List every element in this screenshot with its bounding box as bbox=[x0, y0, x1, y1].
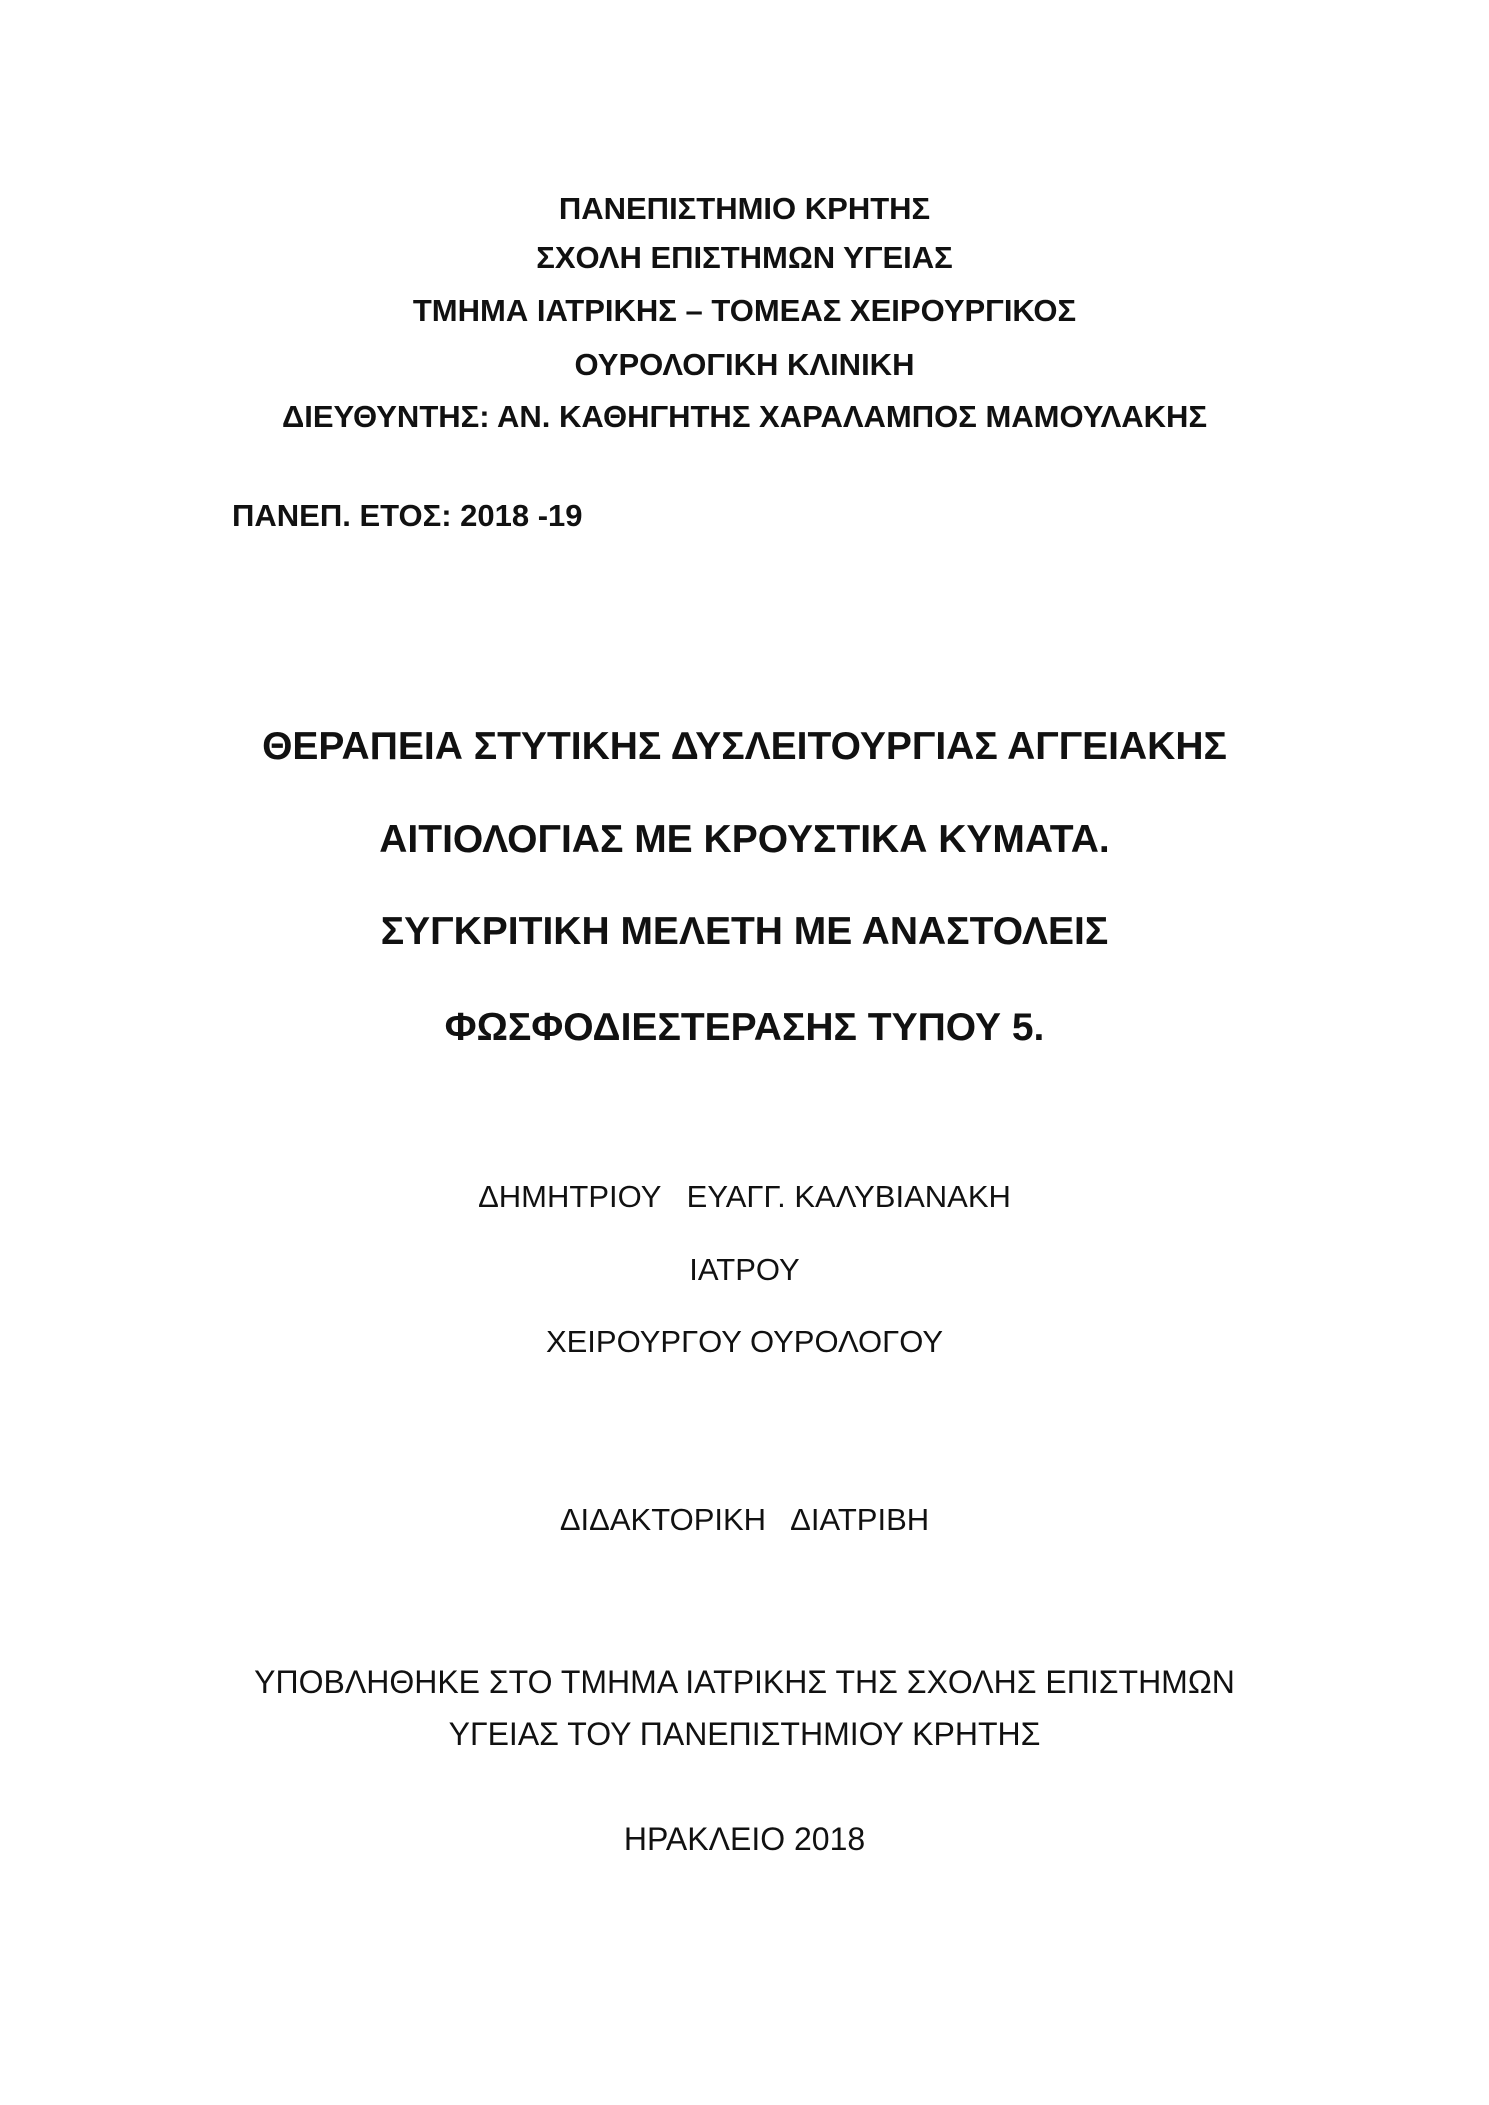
school-name: ΣΧΟΛΗ ΕΠΙΣΤΗΜΩΝ ΥΓΕΙΑΣ bbox=[536, 240, 953, 275]
thesis-title-line-4: ΦΩΣΦΟΔΙΕΣΤΕΡΑΣΗΣ ΤΥΠΟΥ 5. bbox=[444, 1006, 1045, 1049]
place-and-date: ΗΡΑΚΛΕΙΟ 2018 bbox=[623, 1821, 866, 1857]
author-name: ΔΗΜΗΤΡΙΟΥ ΕΥΑΓΓ. ΚΑΛΥΒΙΑΝΑΚΗ bbox=[478, 1179, 1011, 1214]
clinic-name: ΟΥΡΟΛΟΓΙΚΗ ΚΛΙΝΙΚΗ bbox=[574, 347, 915, 382]
document-type: ΔΙΔΑΚΤΟΡΙΚΗ ΔΙΑΤΡΙΒΗ bbox=[559, 1502, 930, 1537]
university-name: ΠΑΝΕΠΙΣΤΗΜΙΟ ΚΡΗΤΗΣ bbox=[558, 191, 931, 226]
author-specialty: ΧΕΙΡΟΥΡΓΟΥ ΟΥΡΟΛΟΓΟΥ bbox=[545, 1324, 944, 1359]
academic-year: ΠΑΝΕΠ. ΕΤΟΣ: 2018 -19 bbox=[232, 498, 583, 533]
department-name: ΤΜΗΜΑ ΙΑΤΡΙΚΗΣ – ΤΟΜΕΑΣ ΧΕΙΡΟΥΡΓΙΚΟΣ bbox=[412, 293, 1077, 328]
submission-line-1: ΥΠΟΒΛΗΘΗΚΕ ΣΤΟ ΤΜΗΜΑ ΙΑΤΡΙΚΗΣ ΤΗΣ ΣΧΟΛΗΣ ΕΠΙΣΤΗΜΩΝ bbox=[254, 1664, 1235, 1700]
thesis-title-line-3: ΣΥΓΚΡΙΤΙΚΗ ΜΕΛΕΤΗ ΜΕ ΑΝΑΣΤΟΛΕΙΣ bbox=[380, 910, 1109, 953]
thesis-title-line-2: ΑΙΤΙΟΛΟΓΙΑΣ ΜΕ ΚΡΟΥΣΤΙΚΑ ΚΥΜΑΤΑ. bbox=[379, 818, 1110, 861]
submission-line-2: ΥΓΕΙΑΣ ΤΟΥ ΠΑΝΕΠΙΣΤΗΜΙΟΥ ΚΡΗΤΗΣ bbox=[448, 1716, 1041, 1752]
thesis-title-line-1: ΘΕΡΑΠΕΙΑ ΣΤΥΤΙΚΗΣ ΔΥΣΛΕΙΤΟΥΡΓΙΑΣ ΑΓΓΕΙΑΚΗΣ bbox=[262, 725, 1227, 768]
author-role: ΙΑΤΡΟΥ bbox=[689, 1252, 800, 1287]
director-line: ΔΙΕΥΘΥΝΤΗΣ: ΑΝ. ΚΑΘΗΓΗΤΗΣ ΧΑΡΑΛΑΜΠΟΣ ΜΑΜΟΥΛΑΚΗΣ bbox=[281, 399, 1208, 434]
